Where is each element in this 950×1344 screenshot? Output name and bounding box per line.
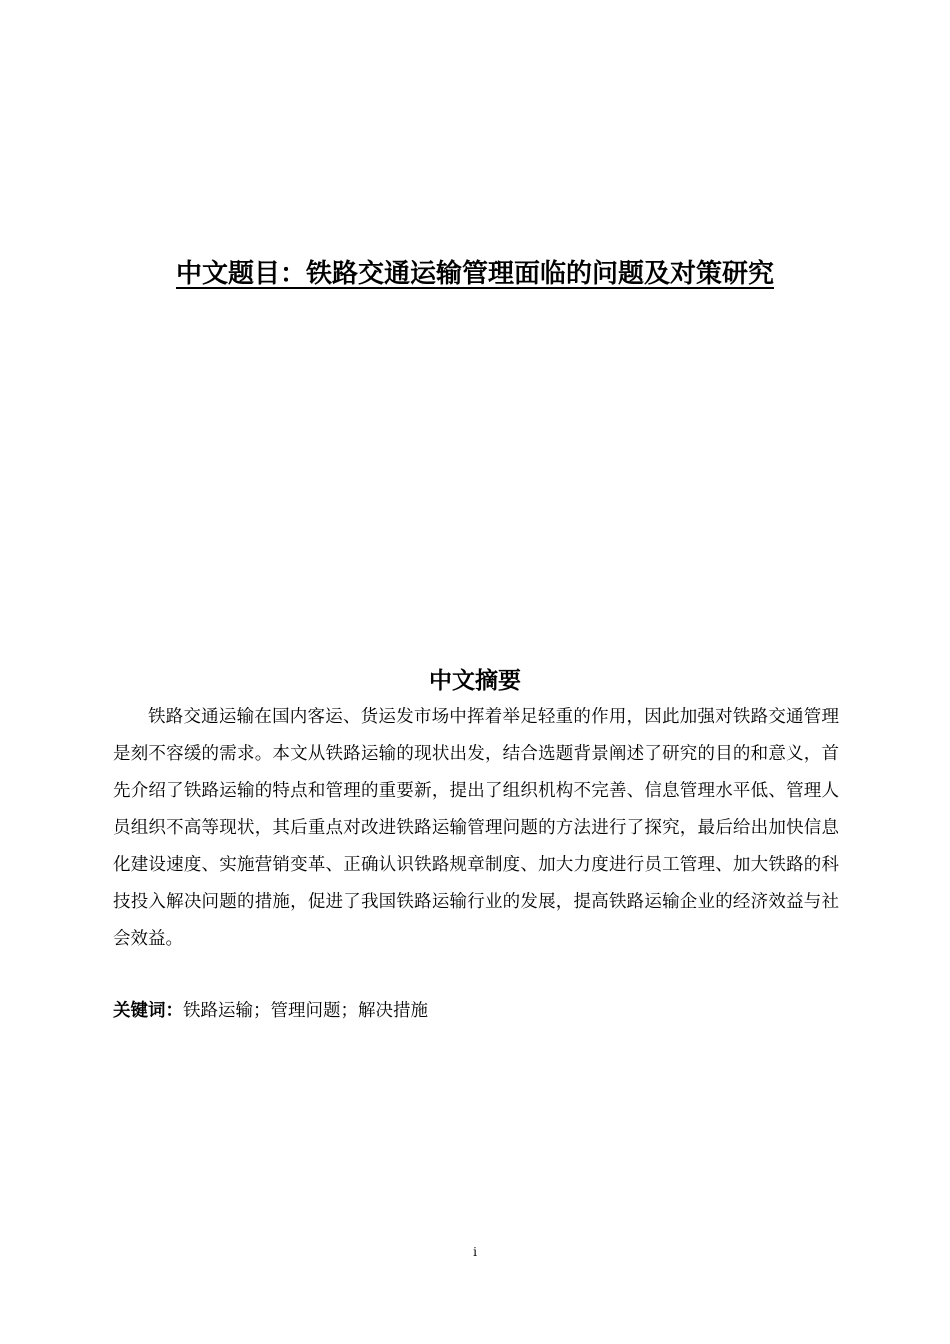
abstract-body: 铁路交通运输在国内客运、货运发市场中挥着举足轻重的作用，因此加强对铁路交通管理是刻不容缓的需求。本文从铁路运输的现状出发，结合选题背景阐述了研究的目的和意义，首先介绍了铁路运输的特点和管理的重要新，提出了组织机构不完善、信息管理水平低、管理人员组织不高等现状，其后重点对改进铁路运输管理问题的方法进行了探究，最后给出加快信息化建设速度、实施营销变革、正确认识铁路规章制度、加大力度进行员工管理、加大铁路的科技投入解决问题的措施，促进了我国铁路运输行业的发展，提高铁路运输企业的经济效益与社会效益。 — [113, 707, 839, 949]
page-title — [0, 254, 950, 294]
page-title-text: 中文题目：铁路交通运输管理面临的问题及对策研究 — [175, 259, 774, 289]
page-number: i — [473, 1245, 477, 1259]
abstract-heading: 中文摘要 — [429, 668, 521, 694]
keywords-label: 关键词： — [113, 1001, 183, 1021]
keywords-value: 铁路运输；管理问题；解决措施 — [183, 1001, 428, 1021]
keywords-line — [113, 993, 839, 1029]
